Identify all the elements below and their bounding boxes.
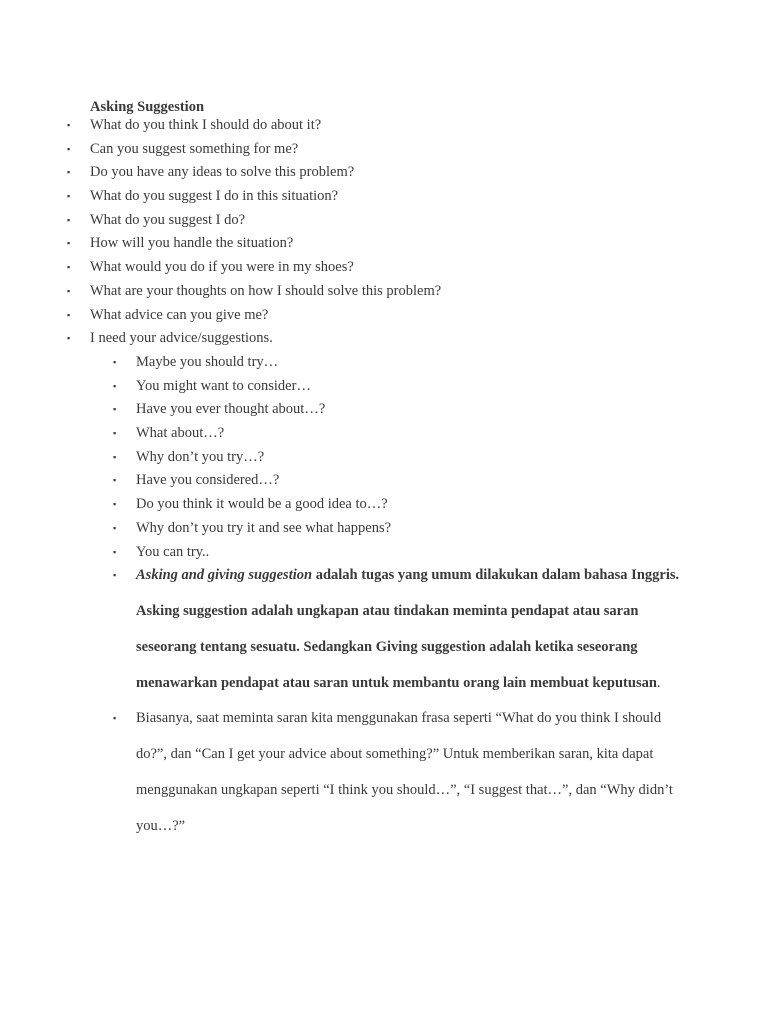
list-item-text: Do you think it would be a good idea to…? [136, 496, 388, 513]
square-bullet-icon: ▪ [113, 428, 117, 439]
list-item [0, 424, 768, 448]
list-item-text: You can try.. [136, 543, 210, 560]
paragraph-tail: . [656, 674, 661, 691]
list-item-text: Why don’t you try it and see what happens? [136, 519, 392, 536]
list-item-text: Can you suggest something for me? [90, 140, 299, 157]
square-bullet-icon: ▪ [113, 475, 117, 486]
list-item [0, 187, 768, 211]
square-bullet-icon: ▪ [113, 499, 117, 510]
square-bullet-icon: ▪ [113, 713, 117, 724]
list-item [0, 211, 768, 235]
square-bullet-icon: ▪ [67, 333, 71, 344]
list-item [0, 282, 768, 306]
giving-suggestion-list [0, 353, 768, 845]
list-item-text: Maybe you should try… [136, 354, 279, 370]
square-bullet-icon: ▪ [113, 451, 117, 462]
square-bullet-icon: ▪ [67, 214, 71, 225]
list-item [0, 234, 768, 258]
list-item-text: You might want to consider… [136, 377, 311, 394]
list-item [0, 495, 768, 519]
list-item-text: What about…? [136, 425, 225, 442]
paragraph-body: Biasanya, saat meminta saran kita menggunakan frasa seperti “What do you think I should do?”, dan “Can I get your advice about something?” Untuk memberikan saran, kita dapat menggunakan ungkapan seperti “I think you should…”, “I suggest that…”, dan “Why didn’t you…?” [136, 710, 673, 834]
asking-suggestion-list [0, 116, 768, 353]
list-item-text: Have you considered…? [136, 472, 280, 489]
list-item-text: How will you handle the situation? [90, 235, 294, 252]
list-item [0, 400, 768, 424]
list-item [0, 306, 768, 330]
list-item-text: What advice can you give me? [90, 306, 269, 323]
list-item-text: What do you suggest I do? [90, 211, 246, 228]
square-bullet-icon: ▪ [113, 522, 117, 533]
section-heading: Asking Suggestion [90, 99, 205, 115]
square-bullet-icon: ▪ [113, 570, 117, 581]
list-item [0, 163, 768, 187]
list-item-text: Have you ever thought about…? [136, 401, 326, 418]
square-bullet-icon: ▪ [67, 143, 71, 154]
square-bullet-icon: ▪ [67, 167, 71, 178]
list-item-text: What do you think I should do about it? [90, 117, 322, 133]
square-bullet-icon: ▪ [67, 238, 71, 249]
list-item-text: What do you suggest I do in this situation? [90, 188, 339, 205]
square-bullet-icon: ▪ [67, 262, 71, 273]
list-item [0, 258, 768, 282]
list-item-text: Why don’t you try…? [136, 448, 265, 465]
list-item [0, 329, 768, 353]
square-bullet-icon: ▪ [67, 309, 71, 320]
square-bullet-icon: ▪ [67, 285, 71, 296]
square-bullet-icon: ▪ [113, 404, 117, 415]
list-item-text: Do you have any ideas to solve this problem? [90, 164, 355, 181]
square-bullet-icon: ▪ [67, 191, 71, 202]
list-item-text: What are your thoughts on how I should solve this problem? [90, 282, 442, 299]
list-item [0, 377, 768, 401]
usage-paragraph [0, 701, 768, 844]
list-item-text: I need your advice/suggestions. [90, 330, 273, 347]
paragraph-lead: Asking and giving suggestion [136, 567, 313, 584]
list-item [0, 471, 768, 495]
square-bullet-icon: ▪ [67, 120, 71, 130]
list-item [0, 140, 768, 164]
definition-paragraph [0, 558, 768, 701]
list-item-text: What would you do if you were in my shoes? [90, 259, 354, 276]
list-item [0, 448, 768, 472]
list-item [0, 519, 768, 543]
square-bullet-icon: ▪ [113, 546, 117, 557]
list-item [0, 353, 768, 377]
paragraph-body: adalah tugas yang umum dilakukan dalam bahasa Inggris. Asking suggestion adalah ungkapan atau tindakan meminta pendapat atau saran seseorang tentang sesuatu. Sedangkan Giving suggestion adalah ketika seseorang menawarkan pendapat atau saran untuk membantu orang lain membuat keputusan [136, 567, 680, 691]
square-bullet-icon: ▪ [113, 357, 117, 367]
square-bullet-icon: ▪ [113, 380, 117, 391]
list-item [0, 116, 768, 140]
